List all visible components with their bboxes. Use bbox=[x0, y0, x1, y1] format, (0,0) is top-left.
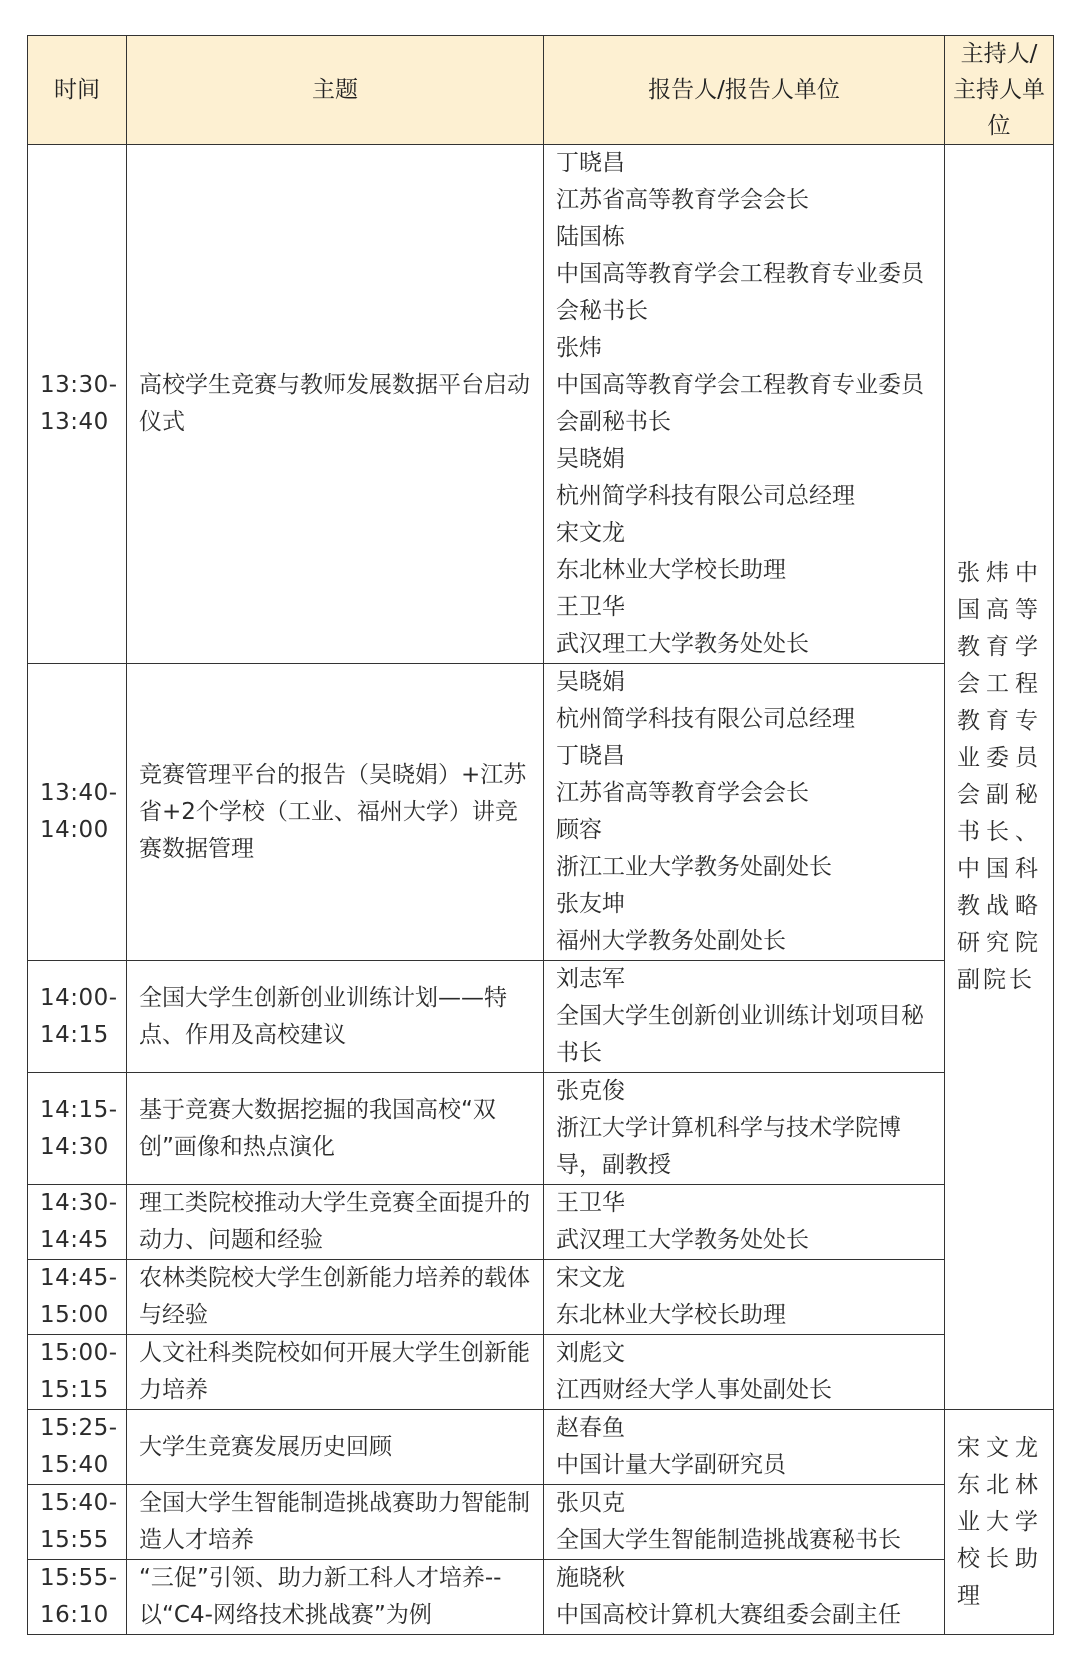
speaker-unit: 浙江工业大学教务处副处长 bbox=[556, 854, 832, 880]
speaker-unit: 福州大学教务处副处长 bbox=[556, 928, 786, 954]
header-topic: 主题 bbox=[127, 36, 544, 145]
speaker-unit: 江苏省高等教育学会会长 bbox=[556, 187, 809, 213]
table-row bbox=[28, 1185, 1054, 1260]
table-row bbox=[28, 145, 1054, 664]
speaker-unit: 武汉理工大学教务处处长 bbox=[556, 1227, 809, 1253]
table-row bbox=[28, 1485, 1054, 1560]
row-time: 15:55- 16:10 bbox=[28, 1560, 127, 1635]
speaker-unit: 东北林业大学校长助理 bbox=[556, 1302, 786, 1328]
row-speakers bbox=[544, 1410, 945, 1485]
row-topic: 理工类院校推动大学生竞赛全面提升的动力、问题和经验 bbox=[127, 1185, 544, 1260]
speaker-unit: 浙江大学计算机科学与技术学院博导，副教授 bbox=[556, 1115, 901, 1178]
speaker-name: 宋文龙 bbox=[556, 1265, 625, 1291]
header-host: 主持人/主持人单位 bbox=[945, 36, 1054, 145]
host-cell: 宋文龙东北林业大学校长助理 bbox=[945, 1410, 1054, 1635]
row-topic: 农林类院校大学生创新能力培养的载体与经验 bbox=[127, 1260, 544, 1335]
table-row bbox=[28, 664, 1054, 961]
speaker-name: 宋文龙 bbox=[556, 520, 625, 546]
schedule-table bbox=[27, 35, 1054, 1635]
speaker-unit: 东北林业大学校长助理 bbox=[556, 557, 786, 583]
table-row bbox=[28, 1335, 1054, 1410]
speaker-name: 陆国栋 bbox=[556, 224, 625, 250]
speaker-unit: 中国计量大学副研究员 bbox=[556, 1452, 786, 1478]
table-row bbox=[28, 1560, 1054, 1635]
speaker-name: 张炜 bbox=[556, 335, 602, 361]
row-topic: 全国大学生创新创业训练计划——特点、作用及高校建议 bbox=[127, 961, 544, 1073]
row-time: 15:00- 15:15 bbox=[28, 1335, 127, 1410]
speaker-name: 赵春鱼 bbox=[556, 1415, 625, 1441]
row-speakers bbox=[544, 1560, 945, 1635]
speaker-name: 丁晓昌 bbox=[556, 150, 625, 176]
table-row bbox=[28, 961, 1054, 1073]
speaker-name: 张克俊 bbox=[556, 1078, 625, 1104]
host-cell: 张炜中国高等教育学会工程教育专业委员会副秘书长、中国科教战略研究院副院长 bbox=[945, 145, 1054, 1410]
speaker-unit: 中国高等教育学会工程教育专业委员会副秘书长 bbox=[556, 372, 924, 435]
speaker-name: 刘彪文 bbox=[556, 1340, 625, 1366]
row-time: 14:00- 14:15 bbox=[28, 961, 127, 1073]
table-row bbox=[28, 1410, 1054, 1485]
speaker-name: 施晓秋 bbox=[556, 1565, 625, 1591]
row-time: 14:30- 14:45 bbox=[28, 1185, 127, 1260]
row-topic: 基于竞赛大数据挖掘的我国高校“双创”画像和热点演化 bbox=[127, 1073, 544, 1185]
table-row bbox=[28, 1260, 1054, 1335]
speaker-unit: 全国大学生创新创业训练计划项目秘书长 bbox=[556, 1003, 924, 1066]
speaker-name: 张贝克 bbox=[556, 1490, 625, 1516]
row-speakers bbox=[544, 1335, 945, 1410]
header-row bbox=[28, 36, 1054, 145]
speaker-name: 丁晓昌 bbox=[556, 743, 625, 769]
speaker-name: 吴晓娟 bbox=[556, 669, 625, 695]
row-time: 13:30- 13:40 bbox=[28, 145, 127, 664]
row-time: 13:40- 14:00 bbox=[28, 664, 127, 961]
row-time: 14:15- 14:30 bbox=[28, 1073, 127, 1185]
row-speakers bbox=[544, 664, 945, 961]
speaker-name: 顾容 bbox=[556, 817, 602, 843]
row-speakers bbox=[544, 1185, 945, 1260]
row-time: 15:25- 15:40 bbox=[28, 1410, 127, 1485]
row-speakers bbox=[544, 1260, 945, 1335]
speaker-name: 张友坤 bbox=[556, 891, 625, 917]
speaker-unit: 武汉理工大学教务处处长 bbox=[556, 631, 809, 657]
speaker-name: 吴晓娟 bbox=[556, 446, 625, 472]
speaker-unit: 杭州简学科技有限公司总经理 bbox=[556, 483, 855, 509]
row-topic: 竞赛管理平台的报告（吴晓娟）+江苏省+2个学校（工业、福州大学）讲竞赛数据管理 bbox=[127, 664, 544, 961]
row-topic: 人文社科类院校如何开展大学生创新能力培养 bbox=[127, 1335, 544, 1410]
speaker-unit: 全国大学生智能制造挑战赛秘书长 bbox=[556, 1527, 901, 1553]
header-speaker: 报告人/报告人单位 bbox=[544, 36, 945, 145]
speaker-unit: 江苏省高等教育学会会长 bbox=[556, 780, 809, 806]
row-topic: “三促”引领、助力新工科人才培养--以“C4-网络技术挑战赛”为例 bbox=[127, 1560, 544, 1635]
speaker-unit: 中国高校计算机大赛组委会副主任 bbox=[556, 1602, 901, 1628]
speaker-name: 王卫华 bbox=[556, 594, 625, 620]
row-topic: 全国大学生智能制造挑战赛助力智能制造人才培养 bbox=[127, 1485, 544, 1560]
speaker-unit: 江西财经大学人事处副处长 bbox=[556, 1377, 832, 1403]
row-topic: 高校学生竞赛与教师发展数据平台启动仪式 bbox=[127, 145, 544, 664]
row-speakers bbox=[544, 1485, 945, 1560]
row-topic: 大学生竞赛发展历史回顾 bbox=[127, 1410, 544, 1485]
row-speakers bbox=[544, 145, 945, 664]
row-speakers bbox=[544, 1073, 945, 1185]
row-time: 14:45- 15:00 bbox=[28, 1260, 127, 1335]
table-row bbox=[28, 1073, 1054, 1185]
speaker-name: 王卫华 bbox=[556, 1190, 625, 1216]
header-time: 时间 bbox=[28, 36, 127, 145]
speaker-unit: 中国高等教育学会工程教育专业委员会秘书长 bbox=[556, 261, 924, 324]
speaker-unit: 杭州简学科技有限公司总经理 bbox=[556, 706, 855, 732]
speaker-name: 刘志军 bbox=[556, 966, 625, 992]
row-time: 15:40- 15:55 bbox=[28, 1485, 127, 1560]
row-speakers bbox=[544, 961, 945, 1073]
